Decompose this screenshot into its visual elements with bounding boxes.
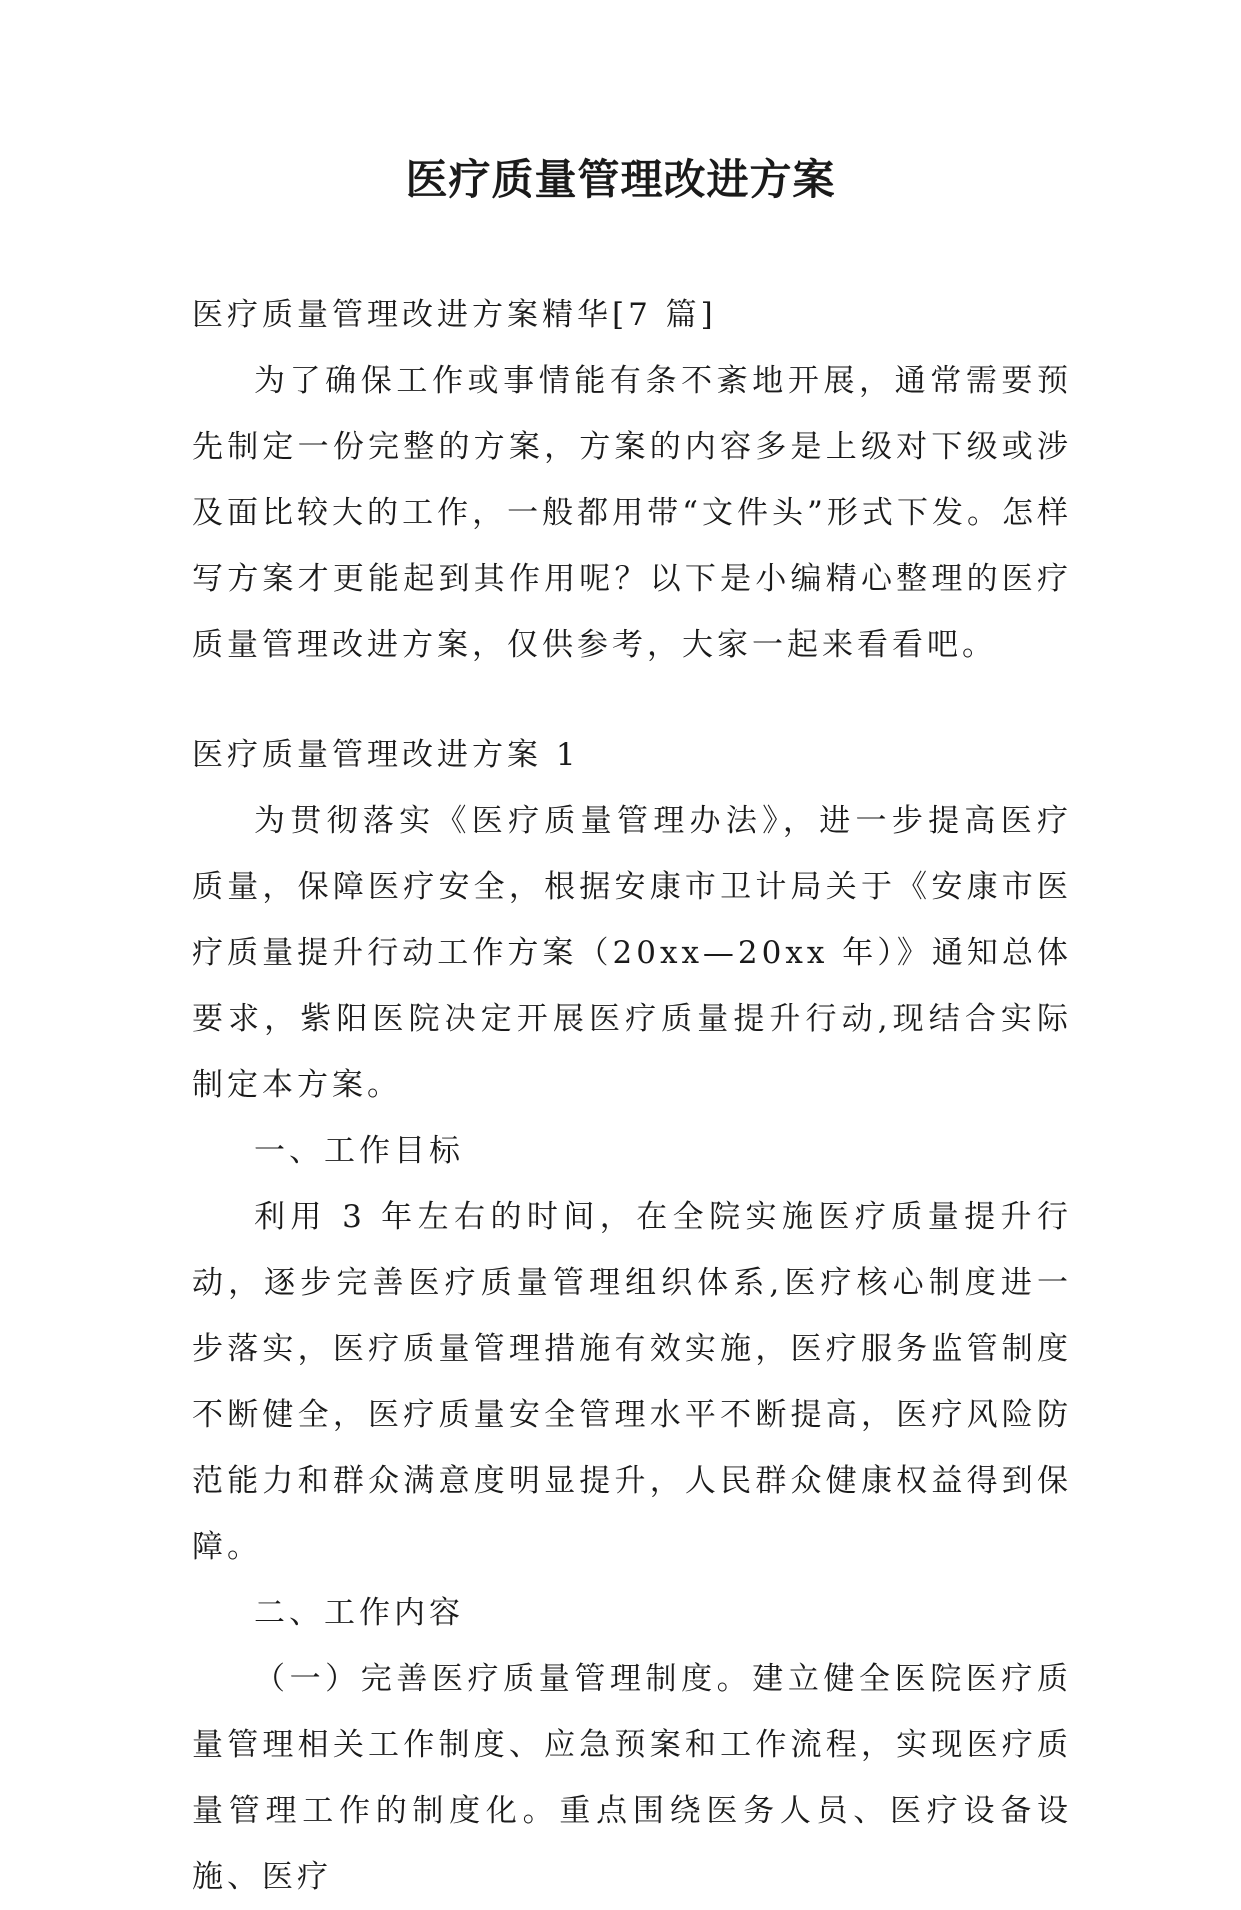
content-heading: 二、工作内容 <box>254 1595 464 1631</box>
paragraph-gap <box>192 678 1072 722</box>
body-paragraph: 利用 3 年左右的时间，在全院实施医疗质量提升行动，逐步完善医疗质量管理组织体系,医疗核心制度进一步落实，医疗质量管理措施有效实施，医疗服务监管制度不断健全，医疗质量安全管理水平不断提高，医疗风险防范能力和群众满意度明显提升，人民群众健康权益得到保障。 <box>192 1199 1072 1565</box>
body-paragraph: 为贯彻落实《医疗质量管理办法》，进一步提高医疗质量，保障医疗安全，根据安康市卫计局关于《安康市医疗质量提升行动工作方案（20xx—20xx 年）》通知总体要求，紫阳医院决定开展医疗质量提升行动,现结合实际制定本方案。 <box>192 803 1072 1103</box>
body-paragraph: （一）完善医疗质量管理制度。建立健全医院医疗质量管理相关工作制度、应急预案和工作流程，实现医疗质量管理工作的制度化。重点围绕医务人员、医疗设备设施、医疗 <box>192 1661 1072 1895</box>
document-subtitle: 医疗质量管理改进方案精华[7 篇] <box>192 297 717 333</box>
document-title: 医疗质量管理改进方案 <box>405 155 836 204</box>
document-body <box>192 282 1072 1910</box>
section-heading: 医疗质量管理改进方案 1 <box>192 737 580 773</box>
intro-paragraph: 为了确保工作或事情能有条不紊地开展，通常需要预先制定一份完整的方案，方案的内容多是上级对下级或涉及面比较大的工作，一般都用带“文件头”形式下发。怎样写方案才更能起到其作用呢？以下是小编精心整理的医疗质量管理改进方案，仅供参考，大家一起来看看吧。 <box>192 363 1072 663</box>
goal-heading: 一、工作目标 <box>254 1133 464 1169</box>
